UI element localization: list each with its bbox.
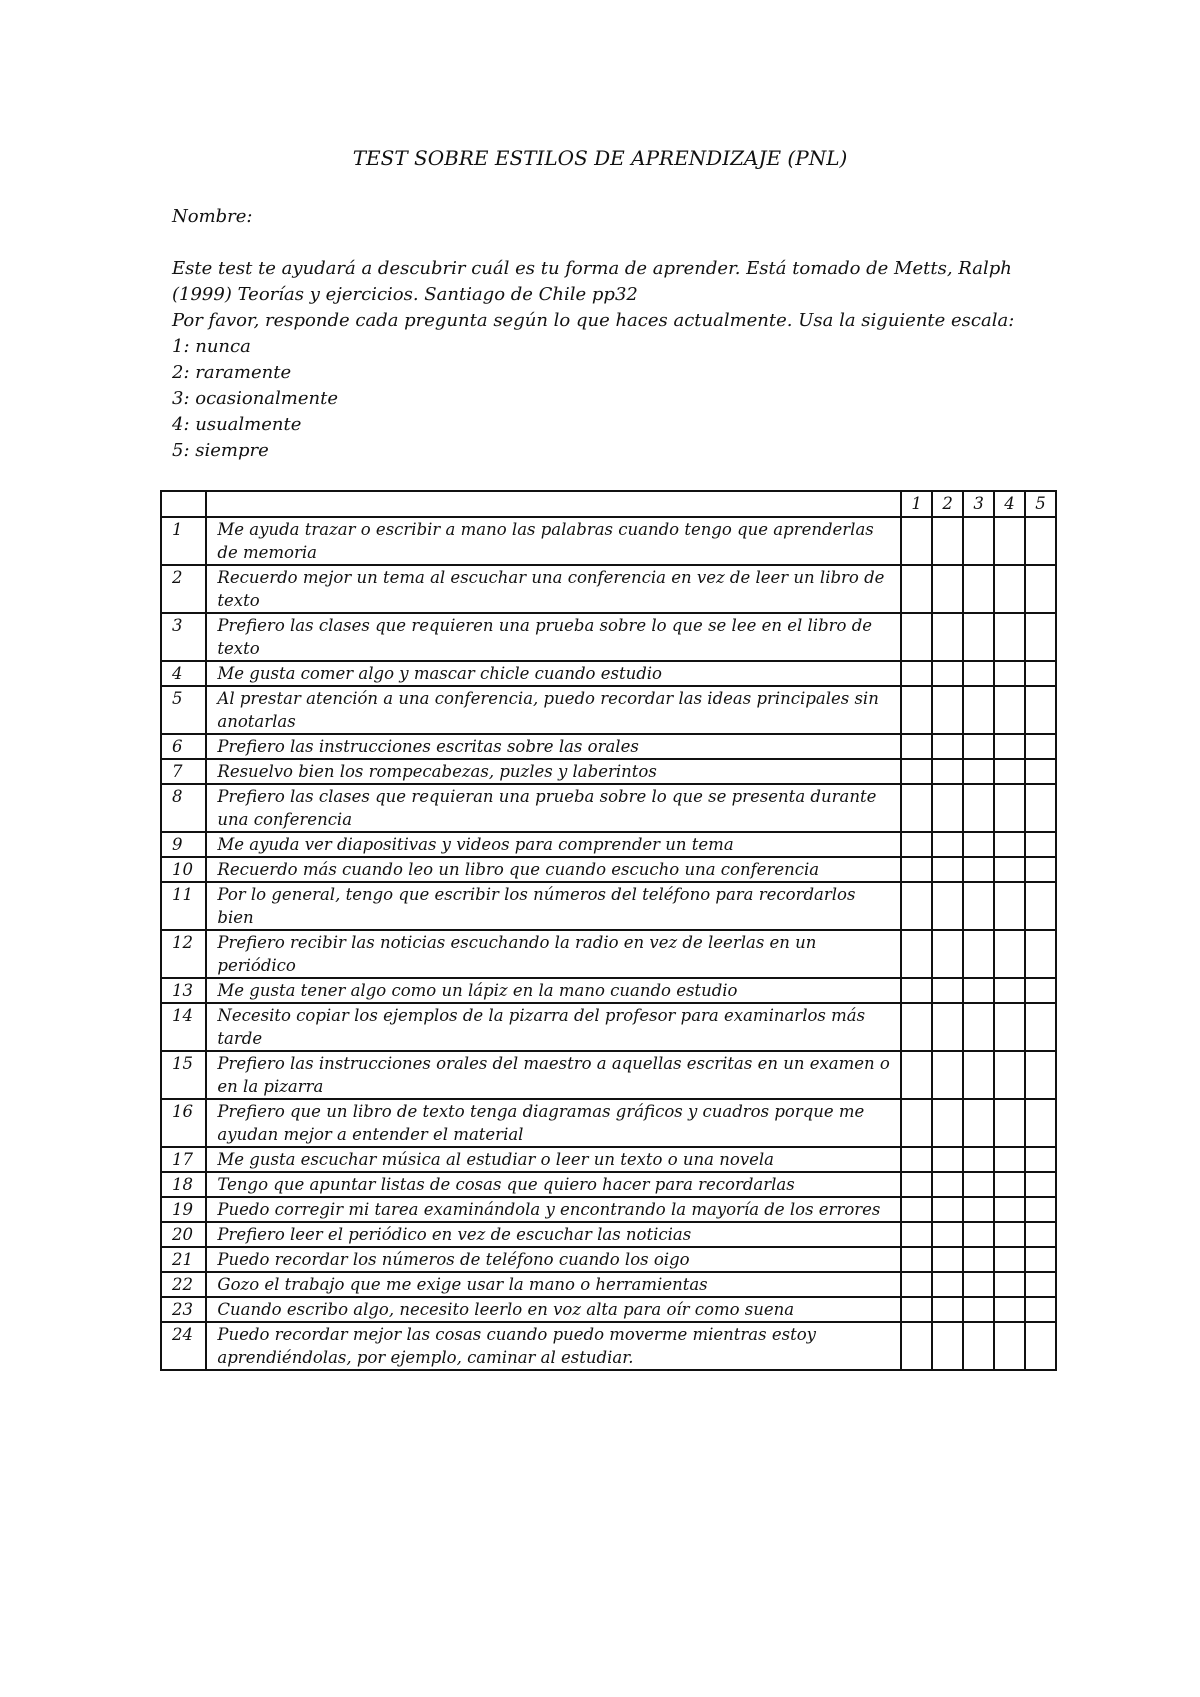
answer-cell-3[interactable] (963, 1197, 994, 1222)
answer-cell-5[interactable] (1025, 1297, 1056, 1322)
answer-cell-1[interactable] (901, 613, 932, 661)
question-number: 17 (161, 1147, 206, 1172)
answer-cell-5[interactable] (1025, 734, 1056, 759)
answer-cell-4[interactable] (994, 1272, 1025, 1297)
answer-cell-1[interactable] (901, 978, 932, 1003)
answer-cell-5[interactable] (1025, 1222, 1056, 1247)
table-header-row (161, 491, 1056, 517)
header-num-cell (161, 491, 206, 517)
answer-cell-2[interactable] (932, 734, 963, 759)
question-number: 10 (161, 857, 206, 882)
table-row (161, 613, 1056, 661)
answer-cell-1[interactable] (901, 784, 932, 832)
answer-cell-1[interactable] (901, 882, 932, 930)
question-text: Cuando escribo algo, necesito leerlo en voz alta para oír como suena (206, 1297, 901, 1322)
answer-cell-4[interactable] (994, 882, 1025, 930)
answer-cell-3[interactable] (963, 517, 994, 565)
answer-cell-2[interactable] (932, 882, 963, 930)
table-row (161, 1197, 1056, 1222)
question-text: Prefiero las instrucciones orales del maestro a aquellas escritas en un examen o en la pizarra (206, 1051, 901, 1099)
question-number: 7 (161, 759, 206, 784)
answer-cell-1[interactable] (901, 734, 932, 759)
header-scale-cell: 5 (1025, 491, 1056, 517)
question-number: 24 (161, 1322, 206, 1370)
answer-cell-5[interactable] (1025, 1003, 1056, 1051)
question-number: 18 (161, 1172, 206, 1197)
answer-cell-3[interactable] (963, 1147, 994, 1172)
answer-cell-1[interactable] (901, 1051, 932, 1099)
question-number: 6 (161, 734, 206, 759)
answer-cell-4[interactable] (994, 1003, 1025, 1051)
answer-cell-1[interactable] (901, 1172, 932, 1197)
answer-cell-4[interactable] (994, 1297, 1025, 1322)
question-text: Me ayuda ver diapositivas y videos para comprender un tema (206, 832, 901, 857)
answer-cell-3[interactable] (963, 1172, 994, 1197)
table-row (161, 1051, 1056, 1099)
question-text: Recuerdo mejor un tema al escuchar una conferencia en vez de leer un libro de texto (206, 565, 901, 613)
answer-cell-4[interactable] (994, 857, 1025, 882)
answer-cell-2[interactable] (932, 1247, 963, 1272)
answer-cell-5[interactable] (1025, 832, 1056, 857)
question-text: Prefiero leer el periódico en vez de escuchar las noticias (206, 1222, 901, 1247)
answer-cell-1[interactable] (901, 857, 932, 882)
answer-cell-5[interactable] (1025, 930, 1056, 978)
question-text: Puedo recordar los números de teléfono cuando los oigo (206, 1247, 901, 1272)
question-number: 2 (161, 565, 206, 613)
answer-cell-1[interactable] (901, 565, 932, 613)
table-row (161, 1272, 1056, 1297)
table-row (161, 1222, 1056, 1247)
question-text: Necesito copiar los ejemplos de la pizarra del profesor para examinarlos más tarde (206, 1003, 901, 1051)
answer-cell-3[interactable] (963, 882, 994, 930)
answer-cell-2[interactable] (932, 978, 963, 1003)
document-title: TEST SOBRE ESTILOS DE APRENDIZAJE (PNL) (352, 146, 848, 170)
answer-cell-1[interactable] (901, 1222, 932, 1247)
answer-cell-3[interactable] (963, 565, 994, 613)
answer-cell-3[interactable] (963, 1247, 994, 1272)
answer-cell-3[interactable] (963, 930, 994, 978)
answer-cell-2[interactable] (932, 784, 963, 832)
answer-cell-3[interactable] (963, 857, 994, 882)
answer-cell-4[interactable] (994, 565, 1025, 613)
question-text: Me gusta tener algo como un lápiz en la mano cuando estudio (206, 978, 901, 1003)
answer-cell-3[interactable] (963, 661, 994, 686)
question-number: 19 (161, 1197, 206, 1222)
answer-cell-2[interactable] (932, 832, 963, 857)
table-row (161, 1297, 1056, 1322)
answer-cell-5[interactable] (1025, 1322, 1056, 1370)
answer-cell-5[interactable] (1025, 759, 1056, 784)
answer-cell-5[interactable] (1025, 565, 1056, 613)
answer-cell-2[interactable] (932, 1003, 963, 1051)
table-row (161, 661, 1056, 686)
table-row (161, 832, 1056, 857)
question-number: 1 (161, 517, 206, 565)
question-number: 13 (161, 978, 206, 1003)
question-number: 16 (161, 1099, 206, 1147)
answer-cell-5[interactable] (1025, 857, 1056, 882)
question-number: 20 (161, 1222, 206, 1247)
table-row (161, 1003, 1056, 1051)
answer-cell-3[interactable] (963, 1322, 994, 1370)
question-text: Tengo que apuntar listas de cosas que quiero hacer para recordarlas (206, 1172, 901, 1197)
answer-cell-2[interactable] (932, 1197, 963, 1222)
answer-cell-5[interactable] (1025, 1147, 1056, 1172)
answer-cell-5[interactable] (1025, 882, 1056, 930)
answer-cell-2[interactable] (932, 857, 963, 882)
answer-cell-2[interactable] (932, 930, 963, 978)
answer-cell-2[interactable] (932, 1099, 963, 1147)
question-text: Por lo general, tengo que escribir los números del teléfono para recordarlos bien (206, 882, 901, 930)
table-row (161, 734, 1056, 759)
answer-cell-5[interactable] (1025, 1247, 1056, 1272)
answer-cell-4[interactable] (994, 661, 1025, 686)
answer-cell-2[interactable] (932, 759, 963, 784)
table-row (161, 930, 1056, 978)
header-scale-cell: 4 (994, 491, 1025, 517)
name-label: Nombre: (172, 206, 253, 227)
answer-cell-4[interactable] (994, 1247, 1025, 1272)
question-number: 8 (161, 784, 206, 832)
answer-cell-4[interactable] (994, 784, 1025, 832)
answer-cell-4[interactable] (994, 930, 1025, 978)
answer-cell-3[interactable] (963, 686, 994, 734)
answer-cell-5[interactable] (1025, 1099, 1056, 1147)
questionnaire-table (160, 490, 1057, 1371)
answer-cell-2[interactable] (932, 565, 963, 613)
answer-cell-1[interactable] (901, 1099, 932, 1147)
question-text: Prefiero las clases que requieren una prueba sobre lo que se lee en el libro de texto (206, 613, 901, 661)
answer-cell-4[interactable] (994, 1147, 1025, 1172)
question-text: Puedo recordar mejor las cosas cuando puedo moverme mientras estoy aprendiéndolas, por ejemplo, caminar al estudiar. (206, 1322, 901, 1370)
table-row (161, 882, 1056, 930)
answer-cell-1[interactable] (901, 930, 932, 978)
answer-cell-5[interactable] (1025, 1051, 1056, 1099)
table-row (161, 759, 1056, 784)
question-text: Al prestar atención a una conferencia, puedo recordar las ideas principales sin anotarlas (206, 686, 901, 734)
question-text: Me gusta escuchar música al estudiar o leer un texto o una novela (206, 1147, 901, 1172)
answer-cell-3[interactable] (963, 1051, 994, 1099)
question-text: Gozo el trabajo que me exige usar la mano o herramientas (206, 1272, 901, 1297)
answer-cell-1[interactable] (901, 1297, 932, 1322)
table-row (161, 1172, 1056, 1197)
answer-cell-5[interactable] (1025, 978, 1056, 1003)
answer-cell-1[interactable] (901, 832, 932, 857)
answer-cell-5[interactable] (1025, 613, 1056, 661)
answer-cell-5[interactable] (1025, 517, 1056, 565)
header-scale-cell: 1 (901, 491, 932, 517)
answer-cell-4[interactable] (994, 1197, 1025, 1222)
answer-cell-2[interactable] (932, 1051, 963, 1099)
answer-cell-3[interactable] (963, 1222, 994, 1247)
answer-cell-1[interactable] (901, 1322, 932, 1370)
question-number: 21 (161, 1247, 206, 1272)
answer-cell-3[interactable] (963, 734, 994, 759)
table-row (161, 1099, 1056, 1147)
answer-cell-1[interactable] (901, 661, 932, 686)
answer-cell-5[interactable] (1025, 784, 1056, 832)
answer-cell-2[interactable] (932, 613, 963, 661)
question-text: Prefiero las instrucciones escritas sobre las orales (206, 734, 901, 759)
question-number: 3 (161, 613, 206, 661)
question-text: Me gusta comer algo y mascar chicle cuando estudio (206, 661, 901, 686)
answer-cell-4[interactable] (994, 613, 1025, 661)
answer-cell-5[interactable] (1025, 1272, 1056, 1297)
table-row (161, 1322, 1056, 1370)
answer-cell-2[interactable] (932, 1222, 963, 1247)
table-row (161, 1247, 1056, 1272)
intro-line: Por favor, responde cada pregunta según lo que haces actualmente. Usa la siguiente escala: (172, 310, 1015, 331)
table-row (161, 686, 1056, 734)
question-text: Prefiero las clases que requieran una prueba sobre lo que se presenta durante una conferencia (206, 784, 901, 832)
answer-cell-2[interactable] (932, 517, 963, 565)
question-number: 5 (161, 686, 206, 734)
answer-cell-3[interactable] (963, 1272, 994, 1297)
question-text: Prefiero que un libro de texto tenga diagramas gráficos y cuadros porque me ayudan mejor a entender el material (206, 1099, 901, 1147)
question-text: Prefiero recibir las noticias escuchando la radio en vez de leerlas en un periódico (206, 930, 901, 978)
question-text: Recuerdo más cuando leo un libro que cuando escucho una conferencia (206, 857, 901, 882)
question-number: 15 (161, 1051, 206, 1099)
scale-item: 5: siempre (172, 440, 269, 461)
answer-cell-2[interactable] (932, 661, 963, 686)
answer-cell-3[interactable] (963, 1003, 994, 1051)
answer-cell-3[interactable] (963, 832, 994, 857)
answer-cell-4[interactable] (994, 1222, 1025, 1247)
answer-cell-2[interactable] (932, 1172, 963, 1197)
header-scale-cell: 2 (932, 491, 963, 517)
scale-item: 4: usualmente (172, 414, 302, 435)
answer-cell-2[interactable] (932, 1147, 963, 1172)
answer-cell-4[interactable] (994, 978, 1025, 1003)
answer-cell-1[interactable] (901, 517, 932, 565)
answer-cell-3[interactable] (963, 613, 994, 661)
intro-text (172, 256, 1052, 464)
answer-cell-3[interactable] (963, 978, 994, 1003)
intro-line: Este test te ayudará a descubrir cuál es tu forma de aprender. Está tomado de Metts, Ralph (172, 258, 1012, 279)
answer-cell-1[interactable] (901, 686, 932, 734)
answer-cell-1[interactable] (901, 1197, 932, 1222)
scale-item: 2: raramente (172, 362, 292, 383)
answer-cell-2[interactable] (932, 1272, 963, 1297)
answer-cell-2[interactable] (932, 1322, 963, 1370)
answer-cell-5[interactable] (1025, 1172, 1056, 1197)
answer-cell-5[interactable] (1025, 1197, 1056, 1222)
question-number: 12 (161, 930, 206, 978)
answer-cell-1[interactable] (901, 1147, 932, 1172)
table-row (161, 784, 1056, 832)
answer-cell-4[interactable] (994, 759, 1025, 784)
answer-cell-4[interactable] (994, 1051, 1025, 1099)
question-number: 23 (161, 1297, 206, 1322)
answer-cell-3[interactable] (963, 784, 994, 832)
answer-cell-4[interactable] (994, 1322, 1025, 1370)
question-number: 22 (161, 1272, 206, 1297)
intro-line: (1999) Teorías y ejercicios. Santiago de Chile pp32 (172, 284, 638, 305)
answer-cell-5[interactable] (1025, 686, 1056, 734)
question-number: 14 (161, 1003, 206, 1051)
answer-cell-1[interactable] (901, 1003, 932, 1051)
question-text: Resuelvo bien los rompecabezas, puzles y laberintos (206, 759, 901, 784)
scale-item: 3: ocasionalmente (172, 388, 338, 409)
answer-cell-2[interactable] (932, 1297, 963, 1322)
answer-cell-3[interactable] (963, 759, 994, 784)
answer-cell-4[interactable] (994, 517, 1025, 565)
header-statement-cell (206, 491, 901, 517)
question-number: 4 (161, 661, 206, 686)
answer-cell-3[interactable] (963, 1297, 994, 1322)
answer-cell-1[interactable] (901, 759, 932, 784)
table-row (161, 1147, 1056, 1172)
answer-cell-1[interactable] (901, 1247, 932, 1272)
table-row (161, 978, 1056, 1003)
question-number: 9 (161, 832, 206, 857)
question-text: Me ayuda trazar o escribir a mano las palabras cuando tengo que aprenderlas de memoria (206, 517, 901, 565)
answer-cell-1[interactable] (901, 1272, 932, 1297)
table-row (161, 517, 1056, 565)
answer-cell-2[interactable] (932, 686, 963, 734)
answer-cell-4[interactable] (994, 686, 1025, 734)
header-scale-cell: 3 (963, 491, 994, 517)
scale-item: 1: nunca (172, 336, 251, 357)
answer-cell-4[interactable] (994, 1099, 1025, 1147)
answer-cell-4[interactable] (994, 832, 1025, 857)
table-row (161, 565, 1056, 613)
question-text: Puedo corregir mi tarea examinándola y encontrando la mayoría de los errores (206, 1197, 901, 1222)
answer-cell-4[interactable] (994, 734, 1025, 759)
answer-cell-5[interactable] (1025, 661, 1056, 686)
answer-cell-3[interactable] (963, 1099, 994, 1147)
table-row (161, 857, 1056, 882)
answer-cell-4[interactable] (994, 1172, 1025, 1197)
question-number: 11 (161, 882, 206, 930)
